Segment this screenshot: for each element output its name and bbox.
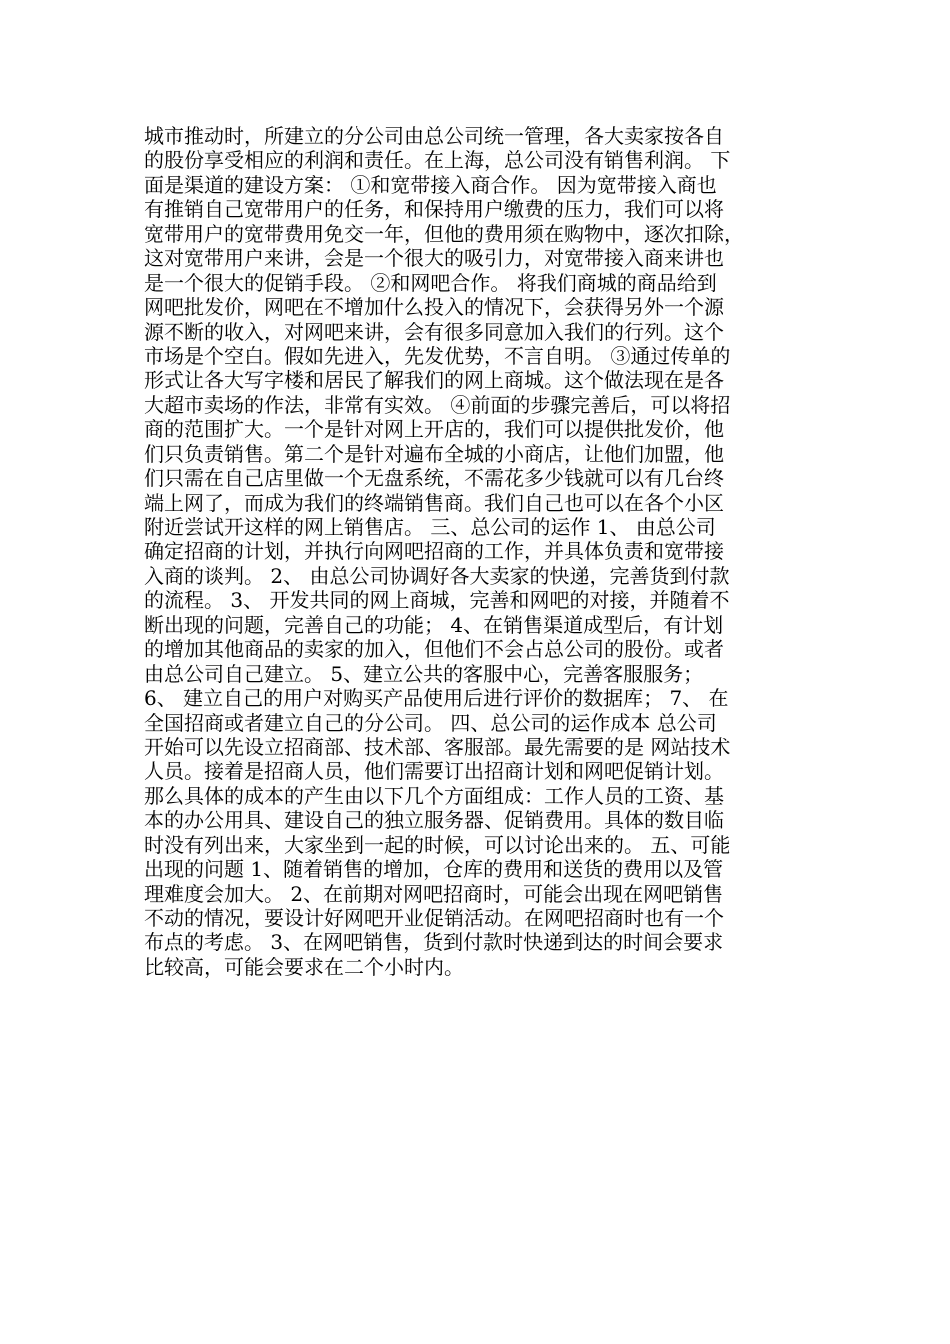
- text-line: 城市推动时，所建立的分公司由总公司统一管理，各大卖家按各自: [144, 124, 724, 148]
- text-line: 们只负责销售。第二个是针对遍布全城的小商店，让他们加盟，他: [144, 441, 724, 466]
- text-line: 宽带用户的宽带费用免交一年，但他的费用须在购物中，逐次扣除，: [144, 221, 744, 246]
- body-text: [144, 124, 834, 979]
- text-line: 市场是个空白。假如先进入，先发优势，不言自明。 ③通过传单的: [144, 343, 731, 368]
- text-line: 网吧批发价，网吧在不增加什么投入的情况下，会获得另外一个源: [144, 295, 724, 320]
- text-line: 入商的谈判。 2、 由总公司协调好各大卖家的快递，完善货到付款: [144, 563, 730, 588]
- text-line: 全国招商或者建立自己的分公司。 四、总公司的运作成本 总公司: [144, 710, 717, 735]
- text-line: 这对宽带用户来讲，会是一个很大的吸引力，对宽带接入商来讲也: [144, 246, 724, 271]
- text-line: 那么具体的成本的产生由以下几个方面组成：工作人员的工资、基: [144, 783, 724, 808]
- text-line: 商的范围扩大。一个是针对网上开店的，我们可以提供批发价，他: [144, 417, 724, 442]
- text-line: 断出现的问题，完善自己的功能； 4、在销售渠道成型后，有计划: [144, 612, 724, 637]
- text-line: 的增加其他商品的卖家的加入，但他们不会占总公司的股份。或者: [144, 637, 724, 662]
- text-line: 们只需在自己店里做一个无盘系统，不需花多少钱就可以有几台终: [144, 466, 724, 491]
- text-line: 源不断的收入，对网吧来讲，会有很多同意加入我们的行列。这个: [144, 319, 724, 344]
- text-line: 确定招商的计划，并执行向网吧招商的工作，并具体负责和宽带接: [144, 539, 724, 564]
- text-line: 面是渠道的建设方案： ①和宽带接入商合作。 因为宽带接入商也: [144, 172, 717, 197]
- text-line: 附近尝试开这样的网上销售店。 三、总公司的运作 1、 由总公司: [144, 515, 716, 539]
- text-line: 端上网了，而成为我们的终端销售商。我们自己也可以在各个小区: [144, 490, 724, 515]
- text-line: 6、 建立自己的用户对购买产品使用后进行评价的数据库； 7、 在: [144, 686, 729, 711]
- text-line: 比较高，可能会要求在二个小时内。: [144, 954, 464, 979]
- text-line: 理难度会加大。 2、在前期对网吧招商时，可能会出现在网吧销售: [144, 881, 724, 906]
- text-line: 人员。接着是招商人员，他们需要订出招商计划和网吧促销计划。: [144, 759, 724, 784]
- text-line: 不动的情况，要设计好网吧开业促销活动。在网吧招商时也有一个: [144, 906, 724, 930]
- text-line: 是一个很大的促销手段。 ②和网吧合作。 将我们商城的商品给到: [144, 270, 717, 295]
- text-line: 大超市卖场的作法，非常有实效。 ④前面的步骤完善后，可以将招: [144, 392, 731, 417]
- text-line: 由总公司自己建立。 5、建立公共的客服中心，完善客服服务；: [144, 661, 704, 686]
- text-line: 有推销自己宽带用户的任务，和保持用户缴费的压力，我们可以将: [144, 197, 724, 222]
- text-line: 的流程。 3、 开发共同的网上商城，完善和网吧的对接，并随着不: [144, 588, 730, 613]
- text-line: 本的办公用具、建设自己的独立服务器、促销费用。具体的数目临: [144, 808, 724, 833]
- text-line: 开始可以先设立招商部、技术部、客服部。最先需要的是 网站技术: [144, 734, 731, 759]
- text-line: 出现的问题 1、随着销售的增加，仓库的费用和送货的费用以及管: [144, 857, 724, 882]
- text-line: 布点的考虑。 3、在网吧销售，货到付款时快递到达的时间会要求: [144, 930, 724, 955]
- text-line: 的股份享受相应的利润和责任。在上海，总公司没有销售利润。 下: [144, 148, 731, 173]
- text-line: 形式让各大写字楼和居民了解我们的网上商城。这个做法现在是各: [144, 368, 724, 393]
- text-line: 时没有列出来，大家坐到一起的时候，可以讨论出来的。 五、可能: [144, 832, 731, 857]
